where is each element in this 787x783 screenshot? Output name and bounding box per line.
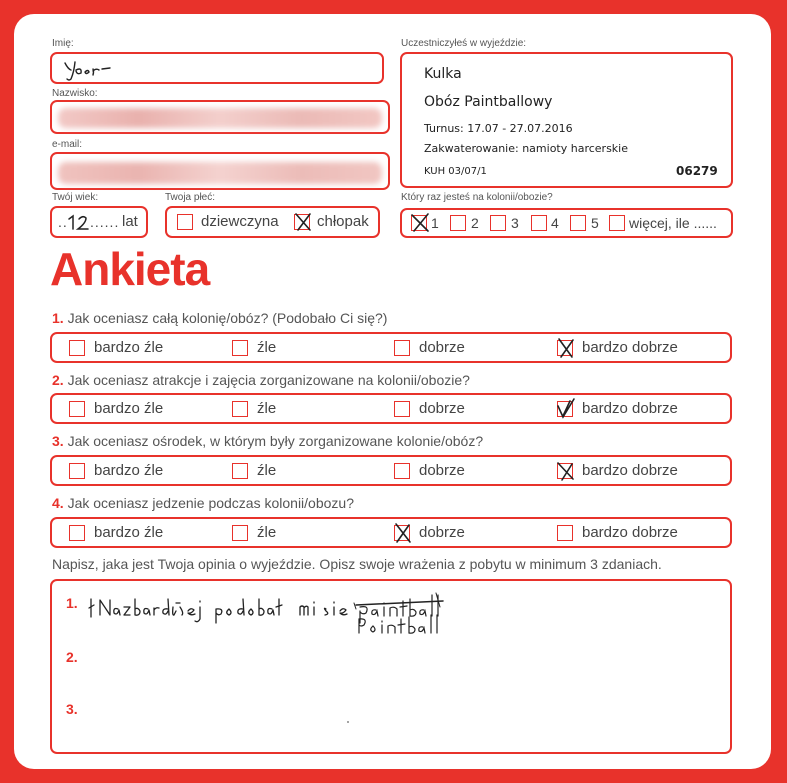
trip-label: Uczestniczyłeś w wyjeździe: (401, 38, 527, 49)
question-3-text: Jak oceniasz ośrodek, w którym były zorganizowane kolonie/obóz? (67, 433, 484, 449)
times-checkbox-3[interactable] (490, 215, 506, 231)
age-dots-after: ...... (90, 214, 120, 230)
rating-3-option-bardzo-zle: bardzo źle (94, 462, 164, 479)
email-redacted (58, 162, 382, 184)
rating-2-checkbox-bardzo-zle[interactable] (69, 401, 85, 417)
email-field[interactable] (50, 152, 390, 190)
pen-dot (347, 721, 349, 723)
surname-field[interactable] (50, 100, 390, 134)
trip-line2: Obóz Paintballowy (424, 94, 553, 110)
question-1-number: 1. (52, 310, 64, 326)
name-handwriting (62, 58, 122, 82)
times-option-3: 3 (511, 215, 519, 231)
opinion-field[interactable] (50, 579, 732, 754)
rating-4-option-bardzo-zle: bardzo źle (94, 524, 164, 541)
rating-2-option-bardzo-zle: bardzo źle (94, 400, 164, 417)
gender-option-chlopak: chłopak (317, 213, 369, 230)
check-mark-icon (555, 337, 577, 359)
question-3-number: 3. (52, 433, 64, 449)
times-checkbox-2[interactable] (450, 215, 466, 231)
times-checkbox-more[interactable] (609, 215, 625, 231)
rating-1-checkbox-bardzo-dobrze[interactable] (557, 340, 573, 356)
opinion-number-3: 3. (66, 701, 78, 717)
age-handwriting (66, 214, 92, 232)
rating-3-checkbox-bardzo-dobrze[interactable] (557, 463, 573, 479)
trip-turnus: Turnus: 17.07 - 27.07.2016 (424, 122, 573, 135)
rating-2-checkbox-dobrze[interactable] (394, 401, 410, 417)
opinion-prompt: Napisz, jaka jest Twoja opinia o wyjeździe. Opisz swoje wrażenia z pobytu w minimum 3 zdaniach. (52, 556, 662, 572)
question-4-text: Jak oceniasz jedzenie podczas kolonii/obozu? (67, 495, 354, 511)
gender-checkbox-dziewczyna[interactable] (177, 214, 193, 230)
opinion-handwriting (88, 589, 468, 645)
rating-4-checkbox-zle[interactable] (232, 525, 248, 541)
rating-row-3 (50, 455, 732, 486)
times-checkbox-4[interactable] (531, 215, 547, 231)
rating-2-option-dobrze: dobrze (419, 400, 465, 417)
rating-4-option-zle: źle (257, 524, 277, 541)
rating-3-option-zle: źle (257, 462, 277, 479)
rating-4-option-dobrze: dobrze (419, 524, 465, 541)
form-sheet (14, 14, 771, 769)
check-mark-icon (292, 211, 314, 233)
check-mark-icon (392, 522, 414, 544)
rating-1-checkbox-dobrze[interactable] (394, 340, 410, 356)
rating-1-option-dobrze: dobrze (419, 339, 465, 356)
question-1 (52, 310, 387, 326)
rating-4-checkbox-bardzo-zle[interactable] (69, 525, 85, 541)
rating-1-checkbox-bardzo-zle[interactable] (69, 340, 85, 356)
trip-accommodation: Zakwaterowanie: namioty harcerskie (424, 142, 628, 155)
rating-2-checkbox-zle[interactable] (232, 401, 248, 417)
times-option-1: 1 (431, 215, 439, 231)
question-2 (52, 372, 470, 388)
times-option-4: 4 (551, 215, 559, 231)
rating-4-checkbox-bardzo-dobrze[interactable] (557, 525, 573, 541)
rating-1-checkbox-zle[interactable] (232, 340, 248, 356)
rating-3-checkbox-zle[interactable] (232, 463, 248, 479)
opinion-number-2: 2. (66, 649, 78, 665)
rating-1-option-bardzo-dobrze: bardzo dobrze (582, 339, 678, 356)
trip-number: 06279 (676, 164, 718, 178)
rating-row-4 (50, 517, 732, 548)
age-unit: lat (122, 213, 138, 230)
rating-3-option-bardzo-dobrze: bardzo dobrze (582, 462, 678, 479)
times-option-more: więcej, ile ...... (629, 215, 717, 231)
surname-redacted (58, 108, 382, 128)
times-option-2: 2 (471, 215, 479, 231)
times-group (400, 208, 733, 238)
gender-label: Twoja płeć: (165, 192, 216, 203)
check-mark-icon (409, 212, 431, 234)
page-title: Ankieta (50, 243, 210, 295)
rating-row-2 (50, 393, 732, 424)
age-label: Twój wiek: (52, 192, 99, 203)
question-3 (52, 433, 483, 449)
times-checkbox-1[interactable] (411, 215, 427, 231)
gender-group (165, 206, 380, 238)
trip-code: KUH 03/07/1 (424, 166, 487, 177)
question-2-text: Jak oceniasz atrakcje i zajęcia zorganizowane na kolonii/obozie? (67, 372, 470, 388)
rating-row-1 (50, 332, 732, 363)
times-label: Który raz jesteś na kolonii/obozie? (401, 192, 553, 203)
rating-4-checkbox-dobrze[interactable] (394, 525, 410, 541)
times-checkbox-5[interactable] (570, 215, 586, 231)
gender-checkbox-chlopak[interactable] (294, 214, 310, 230)
opinion-number-1: 1. (66, 595, 78, 611)
check-mark-icon (555, 398, 577, 420)
rating-2-option-zle: źle (257, 400, 277, 417)
rating-2-option-bardzo-dobrze: bardzo dobrze (582, 400, 678, 417)
question-4-number: 4. (52, 495, 64, 511)
trip-info-box (400, 52, 733, 188)
check-mark-icon (555, 460, 577, 482)
rating-2-checkbox-bardzo-dobrze[interactable] (557, 401, 573, 417)
rating-3-checkbox-dobrze[interactable] (394, 463, 410, 479)
rating-1-option-zle: źle (257, 339, 277, 356)
name-label: Imię: (52, 38, 74, 49)
rating-3-option-dobrze: dobrze (419, 462, 465, 479)
age-field[interactable] (50, 206, 148, 238)
name-field[interactable] (50, 52, 384, 84)
rating-1-option-bardzo-zle: bardzo źle (94, 339, 164, 356)
question-2-number: 2. (52, 372, 64, 388)
age-dots-before: .. (58, 214, 68, 230)
rating-3-checkbox-bardzo-zle[interactable] (69, 463, 85, 479)
surname-label: Nazwisko: (52, 88, 98, 99)
gender-option-dziewczyna: dziewczyna (201, 213, 279, 230)
question-1-text: Jak oceniasz całą kolonię/obóz? (Podobało Ci się?) (67, 310, 388, 326)
times-option-5: 5 (591, 215, 599, 231)
question-4 (52, 495, 354, 511)
email-label: e-mail: (52, 139, 83, 150)
rating-4-option-bardzo-dobrze: bardzo dobrze (582, 524, 678, 541)
trip-line1: Kulka (424, 66, 462, 82)
